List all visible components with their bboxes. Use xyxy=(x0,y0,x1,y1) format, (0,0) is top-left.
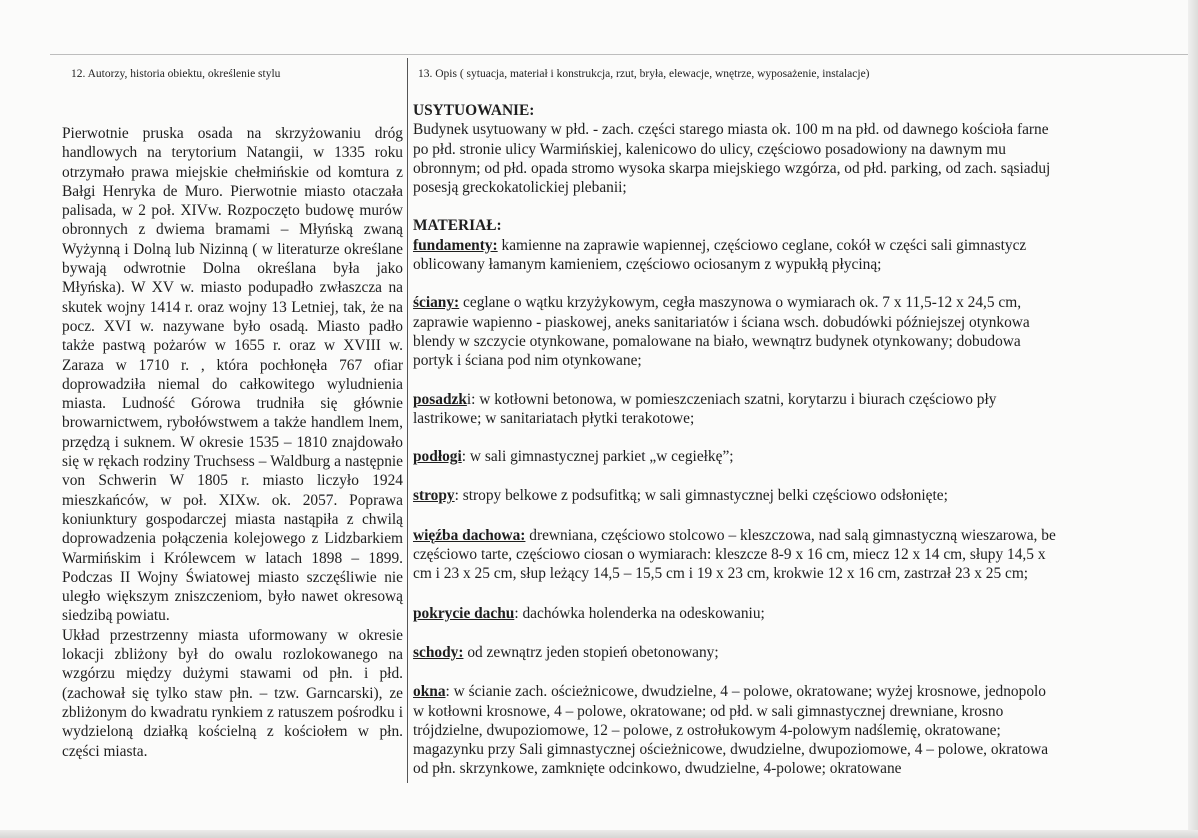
posadzki-entry xyxy=(413,390,1118,409)
wiezba-label: więźba dachowa: xyxy=(413,526,526,544)
okna-line: w kotłowni krosnowe, 4 – polowe, okratowane; od płd. w sali gimnastycznej drewniane, krosno xyxy=(413,702,1004,720)
section-13-header: 13. Opis ( sytuacja, materiał i konstrukcja, rzut, bryła, elewacje, wnętrze, wyposażenie, instalacje) xyxy=(418,68,870,80)
wiezba-entry xyxy=(413,526,1118,545)
okna-line: trójdzielne, dwupoziomowe, 12 – polowe, z ostrołukowym 4-polowym nadślemię, okratowane; xyxy=(413,721,1001,739)
header-rule xyxy=(50,54,1190,55)
okna-text: : w ścianie zach. ościeżnicowe, dwudzielne, 4 – polowe, okratowane; wyżej krosnowe, jednopolo xyxy=(445,683,1046,701)
schody-label: schody: xyxy=(413,643,464,661)
schody-text: od zewnątrz jeden stopień obetonowany; xyxy=(463,643,719,661)
podlogi-label: podłogi xyxy=(413,448,462,466)
column-divider xyxy=(407,58,408,783)
fundamenty-label: fundamenty: xyxy=(413,236,498,254)
usytuowanie-line: posesją greckokatolickiej plebanii; xyxy=(413,179,627,197)
podlogi-text: : w sali gimnastycznej parkiet „w cegiełkę”; xyxy=(461,448,734,466)
history-paragraph-2: Układ przestrzenny miasta uformowany w okresie lokacji zbliżony był do owalu rozlokowanego na wzgórzu między dużymi stawami od płn. i płd. (zachował się tylko staw płn. – tzw. Garncarski), ze zbliżonym do kwadratu rynkiem z ratuszem pośrodku i wydzieloną działką kościelną z kościołem w płn. części miasta. xyxy=(62,626,403,760)
usytuowanie-line: Budynek usytuowany w płd. - zach. części starego miasta ok. 100 m na płd. od dawnego kościoła farne xyxy=(413,121,1049,139)
history-column xyxy=(62,124,403,761)
usytuowanie-heading: USYTUOWANIE: xyxy=(413,102,535,119)
scan-edge-right xyxy=(1188,0,1198,838)
sciany-label: ściany: xyxy=(413,294,460,312)
okna-entry xyxy=(413,682,1118,701)
fundamenty-line: oblicowany łamanym kamieniem, częściowo ociosanym z wypukłą płyciną; xyxy=(413,256,882,274)
usytuowanie-line: obronnym; od płd. opada stromo wysoka skarpa miejskiego wzgórza, od płd. parking, od zach. sąsiaduj xyxy=(413,159,1051,177)
okna-label: okna xyxy=(413,683,446,701)
wiezba-line: cm i 23 x 25 cm, słup leżący 14,5 – 15,5 cm i 19 x 23 cm, krokwie 12 x 16 cm, zastrzał 23 x 25 cm; xyxy=(413,565,1029,583)
sciany-line: blendy w szczycie otynkowane, pomalowane na biało, wewnątrz budynek otynkowany; dobudowa xyxy=(413,332,1021,350)
okna-line: od płn. skrzynkowe, zamknięte odcinkowo, dwudzielne, 4-polowe; okratowane xyxy=(413,760,902,778)
history-paragraph-1: Pierwotnie pruska osada na skrzyżowaniu dróg handlowych na terytorium Natangii, w 1335 roku otrzymało prawa miejskie chełmińskie od komtura z Bałgi Henryka de Muro. Pierwotnie miasto otaczała palisada, w 2 poł. XIVw. Rozpoczęto budowę murów obronnych z dwiema bramami – Młyńską zwaną Wyżynną i Dolną lub Nizinną ( w literaturze określane bywają odwrotnie Dolna określana była jako Młyńska). W XV w. miasto podupadło zwłaszcza na skutek wojny 1414 r. oraz wojny 13 Letniej, tak, że na pocz. XVI w. nazywane było osadą. Miasto padło także pastwą pożarów w 1655 r. oraz w XVIII w. Zaraza w 1710 r. , która pochłonęła 767 ofiar doprowadziła niemal do całkowitego wyludnienia miasta. Ludność Górowa trudniła się głównie browarnictwem, rybołówstwem a także handlem lnem, przędzą i suknem. W okresie 1535 – 1810 znajdowało się w rękach rodziny Truchsess – Waldburg a następnie von Schwerin W 1805 r. miasto liczyło 1924 mieszkańców, w poł. XIXw. ok. 2057. Poprawa koniunktury gospodarczej miasta nastąpiła z chwilą doprowadzenia połączenia kolejowego z Lidzbarkiem Warmińskim i Królewcem w latach 1898 – 1899. Podczas II Wojny Światowej miasto szczęśliwie nie uległo większym zniszczeniom, było nawet okresową siedzibą powiatu. xyxy=(62,125,403,625)
sciany-text: ceglane o wątku krzyżykowym, cegła maszynowa o wymiarach ok. 7 x 11,5-12 x 24,5 cm, xyxy=(459,294,1022,312)
fundamenty-entry xyxy=(413,236,1118,255)
stropy-text: : stropy belkowe z podsufitką; w sali gimnastycznej belki częściowo odsłonięte; xyxy=(454,487,948,505)
wiezba-text: drewniana, częściowo stolcowo – kleszczowa, nad salą gimnastyczną wieszarowa, be xyxy=(525,526,1056,544)
posadzki-text: i: w kotłowni betonowa, w pomieszczeniach szatni, korytarzu i biurach częściowo pły xyxy=(466,390,997,408)
okna-line: magazynku przy Sali gimnastycznej ościeżnicowe, dwudzielne, dwupoziomowe, 4 – polowe, okratowa xyxy=(413,741,1049,759)
posadzki-line: lastrikowe; w sanitariatach płytki terakotowe; xyxy=(413,409,695,427)
scan-edge-bottom xyxy=(0,830,1198,838)
sciany-entry xyxy=(413,293,1118,312)
wiezba-line: częściowo tarte, częściowo ciosan o wymiarach: kleszcze 8-9 x 16 cm, miecz 12 x 14 cm, słupy 14,5 x xyxy=(413,546,1046,564)
description-column xyxy=(413,101,1118,779)
pokrycie-label: pokrycie dachu xyxy=(413,604,515,622)
pokrycie-entry xyxy=(413,604,1118,623)
usytuowanie-line: po płd. stronie ulicy Warmińskiej, kalenicowo do ulicy, częściowo posadowiony na dawnym mu xyxy=(413,140,1006,158)
podlogi-entry xyxy=(413,447,1118,466)
schody-entry xyxy=(413,643,1118,662)
posadzki-label: posadzk xyxy=(413,390,467,408)
stropy-entry xyxy=(413,486,1118,505)
pokrycie-text: : dachówka holenderka na odeskowaniu; xyxy=(514,604,765,622)
sciany-line: zaprawie wapienno - piaskowej, aneks sanitariatów i ściana wsch. dobudówki późniejszej otynkowa xyxy=(413,313,1030,331)
section-12-header: 12. Autorzy, historia obiektu, określenie stylu xyxy=(71,68,281,80)
fundamenty-text: kamienne na zaprawie wapiennej, częściowo ceglane, cokół w części sali gimnastycz xyxy=(497,236,1027,254)
sciany-line: portyk i ściana pod nim otynkowane; xyxy=(413,352,642,370)
stropy-label: stropy xyxy=(413,487,455,505)
material-heading: MATERIAŁ: xyxy=(413,217,502,235)
